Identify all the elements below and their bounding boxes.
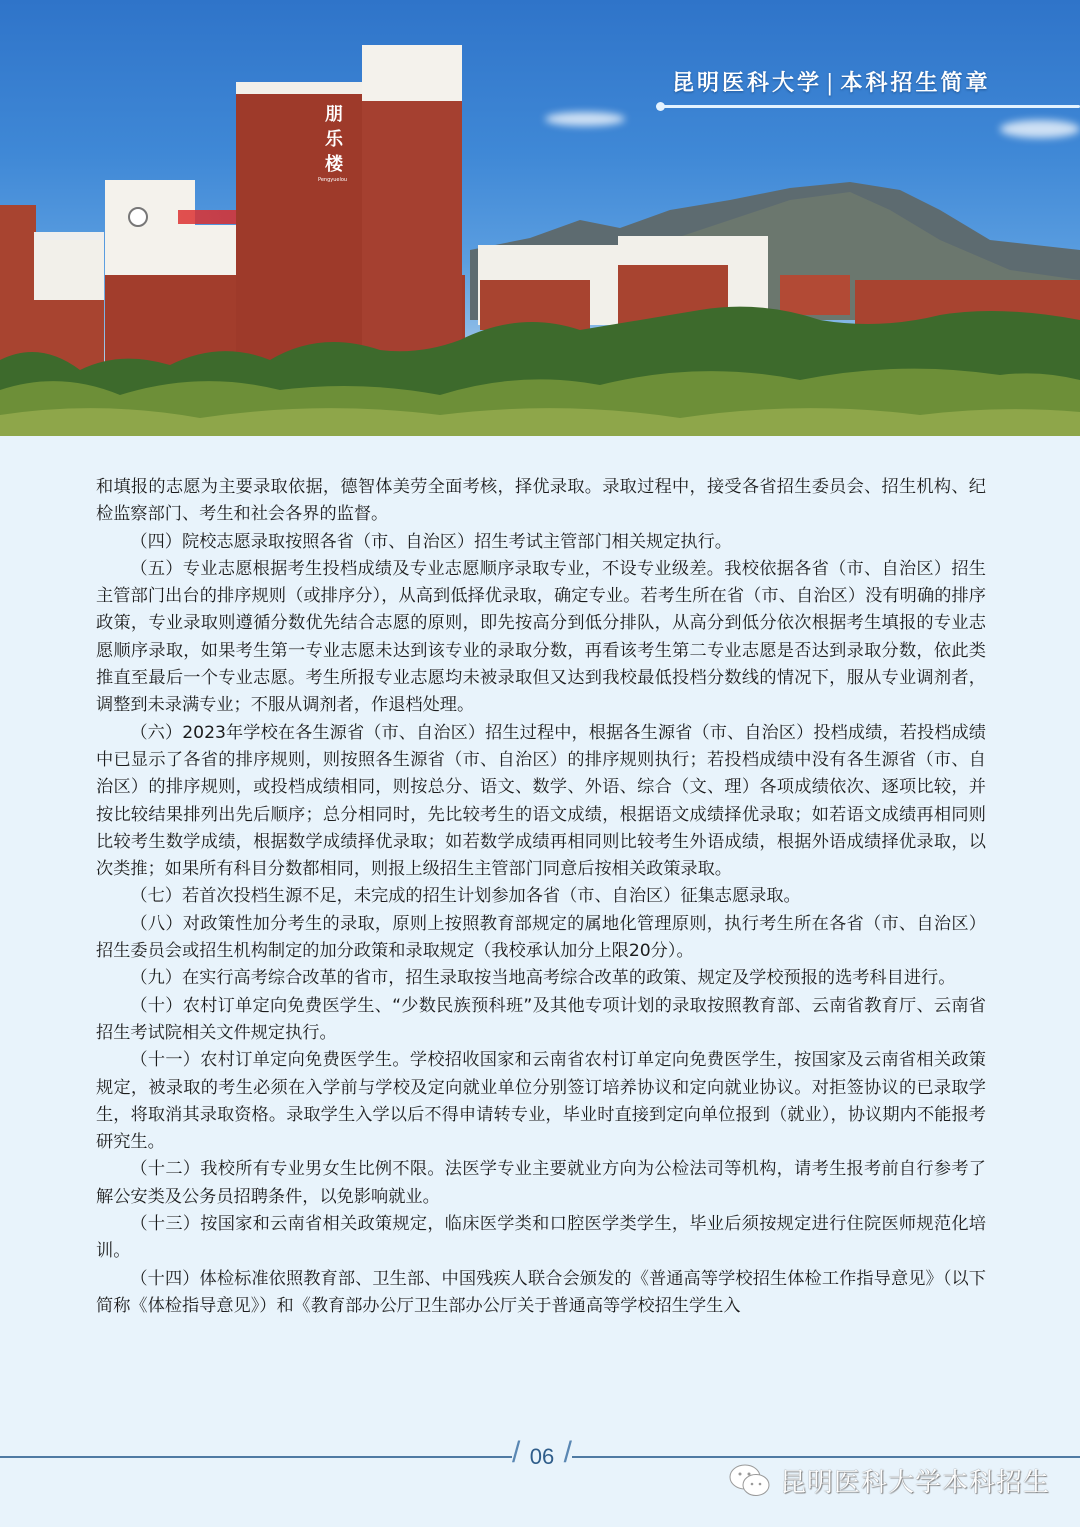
paragraph-item-4: （四）院校志愿录取按照各省（市、自治区）招生考试主管部门相关规定执行。	[130, 531, 732, 552]
paragraph-item-12: （十二）我校所有专业男女生比例不限。法医学专业主要就业方向为公检法司等机构，请考生报考前自行参考了解公安类及公务员招聘条件，以免影响就业。	[96, 1159, 986, 1207]
wechat-icon	[728, 1463, 772, 1499]
hero-photo	[0, 0, 1080, 436]
paragraph-item-5: （五）专业志愿根据考生投档成绩及专业志愿顺序录取专业，不设专业级差。我校依据各省（市、自治区）招生主管部门出台的排序规则（或排序分），从高到低择优录取，确定专业。若考生所在省（市、自治区）没有明确的排序政策，专业录取则遵循分数优先结合志愿的原则，即先按高分到低分排队，从高分到低分依次根据考生填报的专业志愿顺序录取，如果考生第一专业志愿未达到该专业的录取分数，再看该考生第二专业志愿是否达到录取分数，依此类推直至最后一个专业志愿。考生所报专业志愿均未被录取但又达到我校最低投档分数线的情况下，服从专业调剂者，调整到未录满专业；不服从调剂者，作退档处理。	[96, 558, 986, 716]
body-text	[96, 474, 986, 1320]
university-name: 昆明医科大学	[672, 70, 823, 96]
trees-foliage	[0, 300, 1080, 436]
cloud	[1000, 120, 1080, 138]
title-separator: |	[826, 71, 837, 96]
paragraph-item-7: （七）若首次投档生源不足，未完成的招生计划参加各省（市、自治区）征集志愿录取。	[130, 886, 801, 907]
slash-decoration: /	[512, 1436, 521, 1469]
paragraph-item-11: （十一）农村订单定向免费医学生。学校招收国家和云南省农村订单定向免费医学生，按国家及云南省相关政策规定，被录取的考生必须在入学前与学校及定向就业单位分别签订培养协议和定向就业协议。对拒签协议的已录取学生，将取消其录取资格。录取学生入学以后不得申请转专业，毕业时直接到定向单位报到（就业），协议期内不能报考研究生。	[96, 1050, 986, 1153]
building-sign-char: 朋	[325, 104, 343, 125]
brochure-subtitle: 本科招生简章	[840, 70, 991, 96]
paragraph-item-8: （八）对政策性加分考生的录取，原则上按照教育部规定的属地化管理原则，执行考生所在各省（市、自治区）招生委员会或招生机构制定的加分政策和录取规定（我校承认加分上限20分）。	[96, 913, 986, 962]
slash-decoration: /	[563, 1436, 572, 1469]
paragraph-item-10: （十）农村订单定向免费医学生、“少数民族预科班”及其他专项计划的录取按照教育部、云南省教育厅、云南省招生考试院相关文件规定执行。	[96, 995, 986, 1043]
brochure-title	[672, 66, 990, 97]
paragraph-item-13: （十三）按国家和云南省相关政策规定，临床医学类和口腔医学类学生，毕业后须按规定进行住院医师规范化培训。	[96, 1214, 986, 1262]
paragraph-item-14: （十四）体检标准依照教育部、卫生部、中国残疾人联合会颁发的《普通高等学校招生体检工作指导意见》（以下简称《体检指导意见》）和《教育部办公厅卫生部办公厅关于普通高等学校招生学生入	[96, 1268, 986, 1316]
cloud	[545, 112, 625, 126]
page-number-badge	[512, 1436, 572, 1476]
building-sign-pinyin: Pengyuelou	[318, 177, 348, 183]
wechat-watermark	[728, 1462, 1050, 1499]
page-number: 06	[529, 1444, 555, 1469]
watermark-text: 昆明医科大学本科招生	[780, 1468, 1051, 1498]
paragraph-continuation: 和填报的志愿为主要录取依据，德智体美劳全面考核，择优录取。录取过程中，接受各省招生委员会、招生机构、纪检监察部门、考生和社会各界的监督。	[96, 477, 986, 525]
banner-underline	[660, 105, 1080, 108]
paragraph-item-6: （六）2023年学校在各生源省（市、自治区）招生过程中，根据各生源省（市、自治区）投档成绩，若投档成绩中已显示了各省的排序规则，则按照各生源省（市、自治区）的排序规则执行；若投档成绩中没有各生源省（市、自治区）的排序规则，或投档成绩相同，则按总分、语文、数学、外语、综合（文、理）各项成绩依次、逐项比较，并按比较结果排列出先后顺序；总分相同时，先比较考生的语文成绩，根据语文成绩择优录取；如若语文成绩再相同则比较考生数学成绩，根据数学成绩择优录取；如若数学成绩再相同则比较考生外语成绩，根据外语成绩择优录取，以次类推；如果所有科目分数都相同，则报上级招生主管部门同意后按相关政策录取。	[96, 722, 986, 880]
clock-icon	[128, 207, 148, 227]
building-sign-char: 乐	[325, 129, 343, 150]
building-sign-char: 楼	[325, 154, 343, 175]
paragraph-item-9: （九）在实行高考综合改革的省市，招生录取按当地高考综合改革的政策、规定及学校预报的选考科目进行。	[130, 968, 956, 989]
